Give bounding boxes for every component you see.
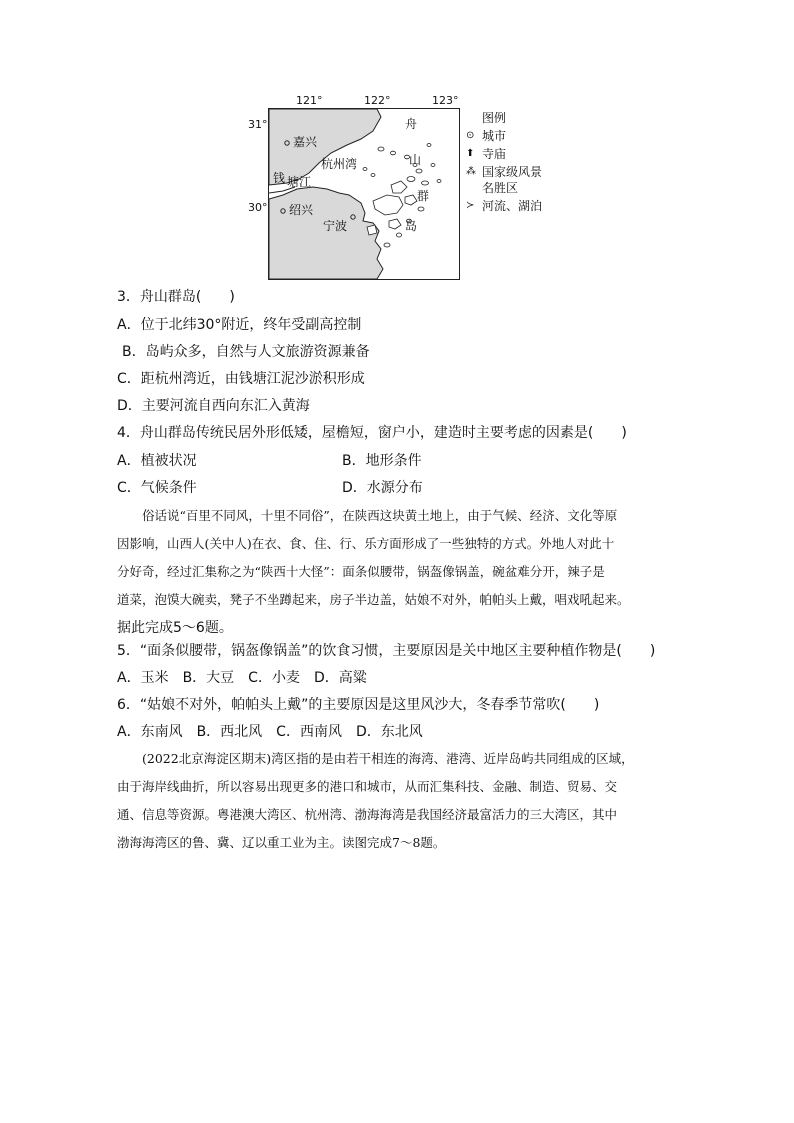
- legend-title: 图例: [482, 111, 507, 125]
- place-jiaxing: 嘉兴: [293, 135, 318, 149]
- passage2-line4: 渤海海湾区的鲁、冀、辽以重工业为主。读图完成7～8题。: [117, 835, 446, 850]
- temple-icon: ⬆: [466, 148, 475, 159]
- zhoushan-map-figure: [248, 94, 558, 280]
- passage1-line1: 俗话说“百里不同风，十里不同俗”，在陕西这块黄土地上，由于气候、经济、文化等原: [142, 508, 618, 523]
- passage2-line3: 通、信息等资源。粤港澳大湾区、杭州湾、渤海海湾是我国经济最富活力的三大湾区，其中: [117, 807, 618, 822]
- scenic-area-icon: ⁂: [466, 166, 476, 177]
- place-shaoxing: 绍兴: [289, 203, 314, 217]
- place-shan: 山: [409, 153, 422, 167]
- q5-stem: 5．“面条似腰带，锅盔像锅盖”的饮食习惯，主要原因是关中地区主要种植作物是( ): [117, 643, 656, 659]
- map-frame: [268, 108, 460, 280]
- lon-label-121: 121°: [296, 94, 323, 107]
- place-dao: 岛: [405, 219, 418, 233]
- place-ningbo: 宁波: [323, 219, 348, 233]
- q4-stem: 4．舟山群岛传统民居外形低矮，屋檐短，窗户小，建造时主要考虑的因素是( ): [117, 425, 627, 441]
- passage2-line1: (2022北京海淀区期末)湾区指的是由若干相连的海湾、港湾、近岸岛屿共同组成的区域，: [142, 751, 634, 766]
- passage-shaanxi: [117, 502, 677, 642]
- legend-item-river: ≻ 河流、湖泊: [466, 199, 543, 213]
- q4-option-d: D．水源分布: [342, 480, 423, 496]
- lon-label-123: 123°: [432, 94, 459, 107]
- place-qiantang-1: 钱: [273, 171, 286, 185]
- zhoushan-islands: [363, 144, 441, 248]
- lon-label-122: 122°: [364, 94, 391, 107]
- passage2-line2: 由于海岸线曲折，所以容易出现更多的港口和城市，从而汇集科技、金融、制造、贸易、交: [117, 779, 618, 794]
- place-qun: 群: [417, 189, 430, 203]
- q6-stem: 6．“姑娘不对外，帕帕头上戴”的主要原因是这里风沙大，冬春季节常吹( ): [117, 697, 600, 713]
- q4-option-b: B．地形条件: [342, 453, 422, 469]
- map-legend: [466, 110, 542, 216]
- place-qiantang-2: 塘江: [287, 175, 312, 189]
- q3-option-b: B．岛屿众多，自然与人文旅游资源兼备: [122, 344, 370, 360]
- passage1-line2: 因影响，山西人(关中人)在衣、食、住、行、乐方面形成了一些独特的方式。外地人对此十: [117, 536, 615, 551]
- passage1-line5: 据此完成5～6题。: [117, 620, 233, 636]
- south-shore-land: [269, 187, 383, 279]
- legend-item-city: ⊙ 城市: [466, 129, 507, 143]
- q4-option-a: A．植被状况: [117, 453, 197, 469]
- q6-options: A．东南风 B．西北风 C．西南风 D．东北风: [117, 724, 423, 740]
- q3-option-c: C．距杭州湾近，由钱塘江泥沙淤积形成: [117, 371, 365, 387]
- passage1-line3: 分好奇，经过汇集称之为“陕西十大怪”：面条似腰带，锅盔像锅盖，碗盆难分开，辣子是: [117, 564, 605, 579]
- passage-bay-area: [117, 745, 677, 857]
- lat-label-30: 30°: [248, 201, 268, 214]
- river-lake-icon: ≻: [466, 200, 475, 211]
- q5-options: A．玉米 B．大豆 C．小麦 D．高粱: [117, 670, 367, 686]
- north-shore-land: [269, 109, 381, 185]
- passage1-line4: 道菜，泡馍大碗卖，凳子不坐蹲起来，房子半边盖，姑娘不对外，帕帕头上戴，唱戏吼起来。: [117, 592, 630, 607]
- q3-option-a: A．位于北纬30°附近，终年受副高控制: [117, 317, 362, 333]
- place-hangzhouwan: 杭州湾: [321, 157, 358, 171]
- q3-stem: 3．舟山群岛( ): [117, 289, 235, 305]
- legend-item-scenic: ⁂ 国家级风景 名胜区: [466, 165, 543, 195]
- city-dot-icon: ⊙: [466, 130, 475, 141]
- legend-item-temple: ⬆ 寺庙: [466, 147, 507, 161]
- place-zhou: 舟: [405, 117, 418, 131]
- q3-option-d: D．主要河流自西向东汇入黄海: [117, 398, 310, 414]
- q4-option-c: C．气候条件: [117, 480, 197, 496]
- lat-label-31: 31°: [248, 118, 268, 131]
